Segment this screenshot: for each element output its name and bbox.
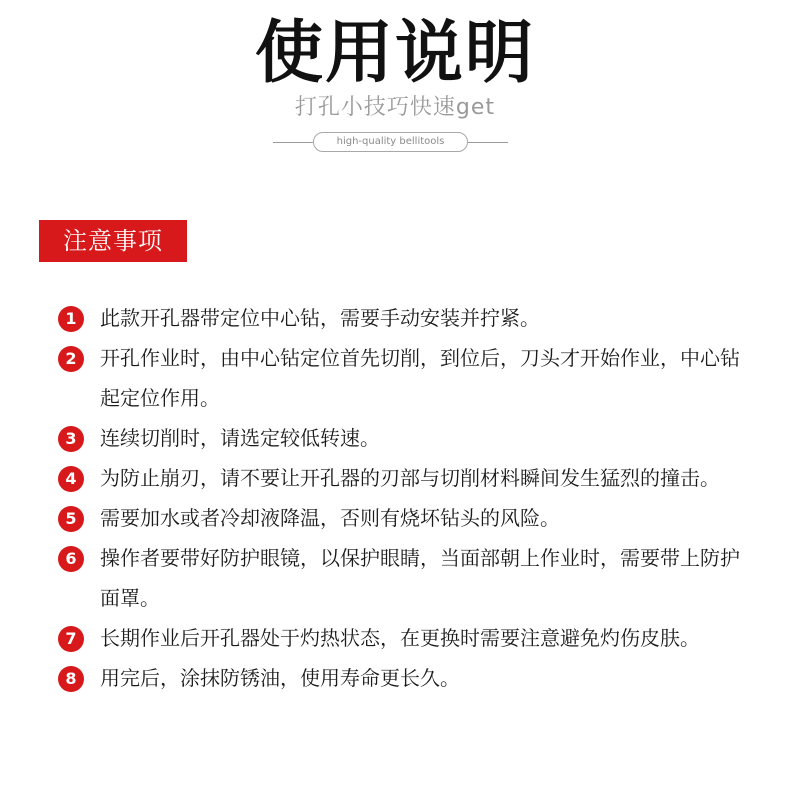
note-text: 为防止崩刃，请不要让开孔器的刃部与切削材料瞬间发生猛烈的撞击。 <box>100 466 720 490</box>
note-number-badge: 5 <box>58 506 84 532</box>
note-number-badge: 7 <box>58 626 84 652</box>
note-number-badge: 2 <box>58 346 84 372</box>
section-heading: 注意事项 <box>39 220 187 262</box>
tagline <box>273 132 508 152</box>
note-number-badge: 4 <box>58 466 84 492</box>
note-item <box>58 298 758 338</box>
note-text: 开孔作业时，由中心钻定位首先切削，到位后，刀头才开始作业，中心钻起定位作用。 <box>100 346 740 410</box>
note-item <box>58 338 758 418</box>
page-subtitle: 打孔小技巧快速get <box>294 95 496 120</box>
tagline-divider-right <box>468 142 508 143</box>
note-item <box>58 498 758 538</box>
note-text: 连续切削时，请选定较低转速。 <box>100 426 380 450</box>
tagline-divider-left <box>273 142 313 143</box>
note-item <box>58 618 758 658</box>
notes-list <box>58 298 758 698</box>
note-text: 操作者要带好防护眼镜，以保护眼睛，当面部朝上作业时，需要带上防护面罩。 <box>100 546 740 610</box>
note-item <box>58 418 758 458</box>
page-header <box>0 0 790 170</box>
note-item <box>58 658 758 698</box>
note-text: 长期作业后开孔器处于灼热状态，在更换时需要注意避免灼伤皮肤。 <box>100 626 700 650</box>
tagline-badge: high-quality bellitools <box>313 132 468 152</box>
note-text: 需要加水或者冷却液降温，否则有烧坏钻头的风险。 <box>100 506 560 530</box>
note-number-badge: 6 <box>58 546 84 572</box>
page-title: 使用说明 <box>254 14 535 93</box>
note-text: 此款开孔器带定位中心钻，需要手动安装并拧紧。 <box>100 306 540 330</box>
note-item <box>58 538 758 618</box>
note-text: 用完后，涂抹防锈油，使用寿命更长久。 <box>100 666 460 690</box>
note-item <box>58 458 758 498</box>
note-number-badge: 3 <box>58 426 84 452</box>
note-number-badge: 8 <box>58 666 84 692</box>
note-number-badge: 1 <box>58 306 84 332</box>
